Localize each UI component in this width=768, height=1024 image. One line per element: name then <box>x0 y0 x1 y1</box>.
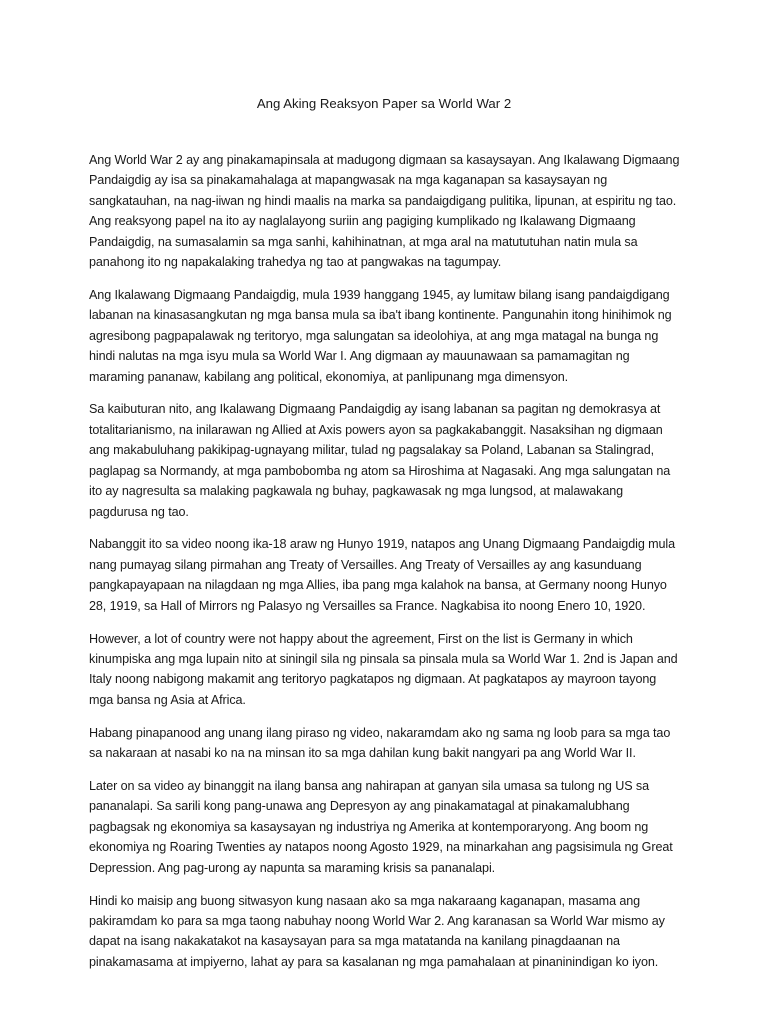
paragraph-1: Ang World War 2 ay ang pinakamapinsala at madugong digmaan sa kasaysayan. Ang Ikalawang Digmaang Pandaigdig ay isa sa pinakamahalaga at mapangwasak na mga kaganapan sa kasaysayan ng sangkatauhan, na nag-iiwan ng hindi maalis na marka sa pandaigdigang pulitika, lipunan, at espiritu ng tao. Ang reaksyong papel na ito ay naglalayong suriin ang pagiging kumplikado ng Ikalawang Digmaang Pandaigdig, na sumasalamin sa mga sanhi, kahihinatnan, at mga aral na matututuhan natin mula sa panahong ito ng napakalaking trahedya ng tao at pangwakas na tagumpay. <box>89 153 680 270</box>
paragraph-5: However, a lot of country were not happy about the agreement, First on the list is Germany in which kinumpiska ang mga lupain nito at siningil sila ng pinsala sa pinsala mula sa World War 1. 2nd is Japan and Italy noong nabigong makamit ang teritoryo pagkatapos ng digmaan. At pagkatapos ay mayroon tayong mga bansa ng Asia at Africa. <box>89 631 678 707</box>
paragraph-2: Ang Ikalawang Digmaang Pandaigdig, mula 1939 hanggang 1945, ay lumitaw bilang isang pandaigdigang labanan na kinasasangkutan ng mga bansa mula sa iba't ibang kontinente. Pangunahin itong hinihimok ng agresibong pagpapalawak ng teritoryo, mga salungatan sa ideolohiya, at ang mga matagal na bunga ng hindi nalutas na mga isyu mula sa World War I. Ang digmaan ay mauunawaan sa pamamagitan ng maraming pananaw, kabilang ang political, ekonomiya, at panlipunang mga dimensyon. <box>89 287 672 384</box>
paragraph-6: Habang pinapanood ang unang ilang piraso ng video, nakaramdam ako ng sama ng loob para sa mga tao sa nakaraan at nasabi ko na na minsan ito sa mga dahilan kung bakit nangyari pa ang World War II. <box>89 725 671 761</box>
document-title: Ang Aking Reaksyon Paper sa World War 2 <box>256 96 512 111</box>
paragraph-7: Later on sa video ay binanggit na ilang bansa ang nahirapan at ganyan sila umasa sa tulong ng US sa pananalapi. Sa sarili kong pang-unawa ang Depresyon ay ang pinakamatagal at pinakamalubhang pagbagsak ng ekonomiya sa kasaysayan ng industriya ng Amerika at kontemporaryong. Ang boom ng ekonomiya ng Roaring Twenties ay natapos noong Agosto 1929, na minarkahan ang pagsisimula ng Great Depression. Ang pag-urong ay napunta sa maraming krisis sa pananalapi. <box>89 778 673 875</box>
paragraph-4: Nabanggit ito sa video noong ika-18 araw ng Hunyo 1919, natapos ang Unang Digmaang Pandaigdig mula nang pumayag silang pirmahan ang Treaty of Versailles. Ang Treaty of Versailles ay ang kasunduang pangkapayapaan na nilagdaan ng mga Allies, iba pang mga kalahok na bansa, at Germany noong Hunyo 28, 1919, sa Hall of Mirrors ng Palasyo ng Versailles sa France. Nagkabisa ito noong Enero 10, 1920. <box>89 537 676 613</box>
document-body <box>89 150 681 985</box>
paragraph-3: Sa kaibuturan nito, ang Ikalawang Digmaang Pandaigdig ay isang labanan sa pagitan ng demokrasya at totalitarianismo, na inilarawan ng Allied at Axis powers ayon sa pagkakabanggit. Nasaksihan ng digmaan ang makabuluhang pakikipag-ugnayang militar, tulad ng pagsalakay sa Poland, Labanan sa Stalingrad, paglapag sa Normandy, at mga pambobomba ng atom sa Hiroshima at Nagasaki. Ang mga salungatan na ito ay nagresulta sa malaking pagkawala ng buhay, pagkawasak ng mga lungsod, at malawakang pagdurusa ng tao. <box>89 402 671 519</box>
paragraph-8: Hindi ko maisip ang buong sitwasyon kung nasaan ako sa mga nakaraang kaganapan, masama ang pakiramdam ko para sa mga taong nabuhay noong World War 2. Ang karanasan sa World War mismo ay dapat na isang nakakatakot na kasaysayan para sa mga matatanda na kanilang pinagdaanan na pinakamasama at impiyerno, lahat ay para sa kasalanan ng mga pamahalaan at pinaninindigan ko iyon. <box>89 893 665 969</box>
